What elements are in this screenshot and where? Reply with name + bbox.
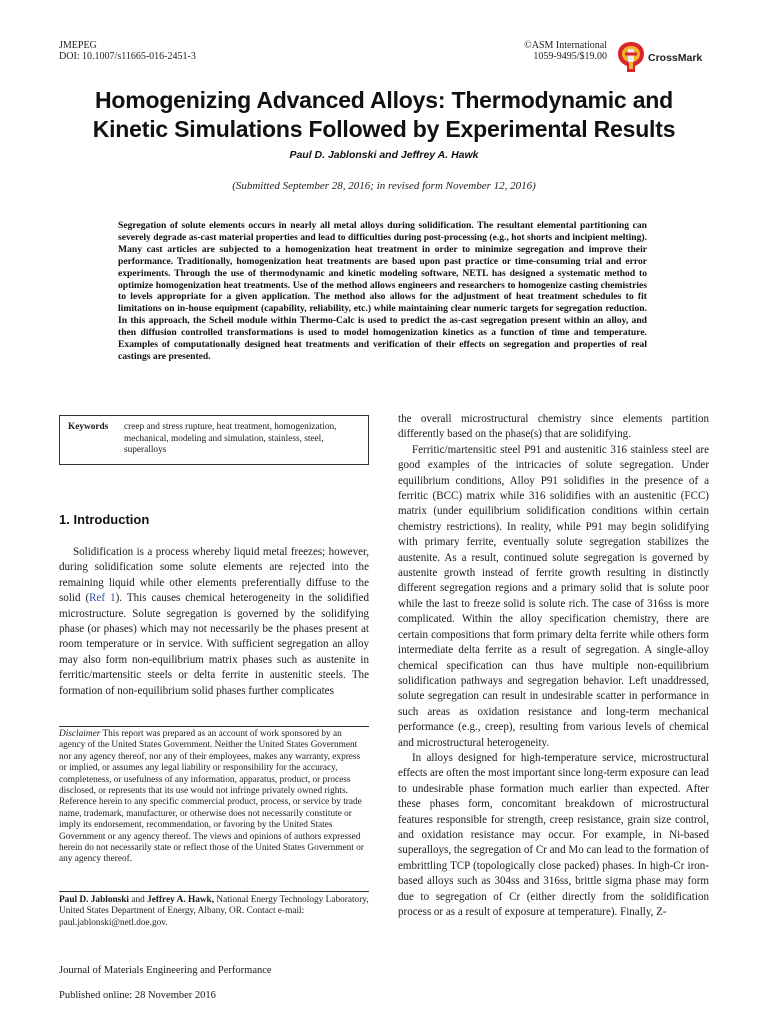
conjunction: and xyxy=(129,895,148,905)
paragraph xyxy=(59,545,369,699)
paragraph: the overall microstructural chemistry since elements partition differently based on the phase(s) that are solidifying. xyxy=(398,413,709,441)
affiliation-divider xyxy=(59,891,369,892)
section-heading-introduction: 1. Introduction xyxy=(59,512,150,527)
citation-link[interactable]: Ref 1 xyxy=(89,592,116,605)
paragraph: In alloys designed for high-temperature service, microstructural effects are often the most important since long-term exposure can lead to undesirable phase formation much earlier than expected. After these phases form, concomitant breakdown of microstructural features responsible for strength, creep resistance, grain size control, and oxidation resistance may occur. For example, in Ni-based superalloys, the segregation of Cr and Mo can lead to the formation of embrittling TCP (topologically close packed) phases. In high-Cr iron-based alloys such as 304ss and 316ss, brittle sigma phase may form due to segregation of Cr (either directly from the solidification process or as a result of exposure at temperature). Finally, Z- xyxy=(398,751,709,918)
journal-code: JMEPEG xyxy=(59,40,97,51)
footer-journal: Journal of Materials Engineering and Performance xyxy=(59,965,272,976)
disclaimer-label: Disclaimer xyxy=(59,729,101,739)
right-column-text xyxy=(398,412,709,920)
authors: Paul D. Jablonski and Jeffrey A. Hawk xyxy=(289,149,479,161)
copyright: ©ASM International xyxy=(524,40,607,51)
affiliation xyxy=(59,895,369,929)
paragraph-text: ). This causes chemical heterogeneity in the solidified microstructure. Solute segregation is governed by the solidifying phase (or phases) which may not necessarily be the phases present at room temperature or in service. With sufficient segregation an alloy may also form non-equilibrium matrix phases such as austenite in ferritic/martensitic steels or delta ferrite in austenitic steels. The formation of non-equilibrium solid phases further complicates xyxy=(59,592,369,697)
footnote-divider xyxy=(59,726,369,727)
submission-dates: (Submitted September 28, 2016; in revised form November 12, 2016) xyxy=(232,180,536,192)
paragraph: Ferritic/martensitic steel P91 and austenitic 316 stainless steel are good examples of the intricacies of solute segregation. Under equilibrium conditions, Alloy P91 solidifies in the presence of a ferritic (BCC) matrix while 316 solidifies with an austenitic (FCC) matrix (under equilibrium solidification conditions within certain chemistry restrictions). In reality, while P91 may begin solidifying with primary ferrite, eventually solute segregation stabilizes the austenite. As a result, continued solute segregation is governed by austenite growth instead of ferrite growth resulting in distinctly different segregation regions and a primary solid that is solute poor while the last to freeze solid is solute rich. The case of 316ss is more complicated. Within the alloy specification chemistry, there are certain compositions that form primary delta ferrite while others form intermediate delta ferrite as a result of segregation. A single-alloy chemical specification can thus have multiple non-equilibrium solidification pathways and segregation behavior. Left unaddressed, solute segregation can result in undesirable scatter in performance in such areas as oxidation resistance and long-term mechanical performance (e.g., creep), resulting from various levels of chemical and microstructural heterogeneity. xyxy=(398,443,709,749)
author-2-name: Jeffrey A. Hawk, xyxy=(147,895,215,905)
title-line-1: Homogenizing Advanced Alloys: Thermodynamic and xyxy=(94,87,674,113)
abstract: Segregation of solute elements occurs in nearly all metal alloys during solidification. The resultant elemental partitioning can severely degrade as-cast material properties and lead to difficulties during post-processing (e.g., hot shorts and incipient melting). Many cast articles are subjected to a homogenization heat treatment in order to minimize segregation and improve their performance. Traditionally, homogenization heat treatments are based upon past practice or time-consuming trial and error experiments. Through the use of thermodynamic and kinetic modeling software, NETL has designed a systematic method to optimize homogenization heat treatments. Use of the method allows engineers and researchers to homogenize casting chemistries to levels appropriate for a given application. The method also allows for the adjustment of heat treatment schedules to fit limitations on in-house equipment (capability, reliability, etc.) while maintaining clear numeric targets for segregation reduction. In this approach, the Scheil module within Thermo-Calc is used to predict the as-cast segregation present within an alloy, and then diffusion controlled transformations is used to model homogenization kinetics as a function of time and temperature. Examples of computationally designed heat treatments and verification of their effects on segregation and properties of real castings are presented. xyxy=(118,220,647,362)
left-column-text xyxy=(59,545,369,699)
article-title xyxy=(30,86,738,144)
affiliation-text: National Energy Technology Laboratory, United States Department of Energy, Albany, OR. Contact e-mail: paul.jablonski@netl.doe.gov. xyxy=(59,895,369,928)
crossmark-icon xyxy=(616,40,646,74)
paragraph-text: Solidification is a process whereby liquid metal freezes; however, during solidification some solute elements are rejected into the remaining liquid while other elements preferentially diffuse to the solid ( xyxy=(59,546,369,605)
disclaimer xyxy=(59,729,369,866)
doi[interactable]: DOI: 10.1007/s11665-016-2451-3 xyxy=(59,51,196,62)
keywords-box xyxy=(59,415,369,465)
crossmark-label: CrossMark xyxy=(648,52,703,64)
title-line-2: Kinetic Simulations Followed by Experimental Results xyxy=(92,116,676,142)
disclaimer-text: This report was prepared as an account of work sponsored by an agency of the United States Government. Neither the United States Government nor any agency thereof, nor any of their employees, makes any warranty, express or implied, or assumes any legal liability or responsibility for the accuracy, completeness, or usefulness of any information, apparatus, product, or process disclosed, or represents that its use would not infringe privately owned rights. Reference herein to any specific commercial product, process, or service by trade name, trademark, manufacturer, or otherwise does not necessarily constitute or imply its endorsement, recommendation, or favoring by the United States Government or any agency thereof. The views and opinions of authors expressed herein do not necessarily state or reflect those of the United States Government or any agency thereof. xyxy=(59,729,364,865)
price-code: 1059-9495/$19.00 xyxy=(533,51,607,62)
keywords-text: creep and stress rupture, heat treatment, homogenization, mechanical, modeling and simulation, stainless, steel, superalloys xyxy=(124,422,337,455)
keywords-label: Keywords xyxy=(68,422,109,432)
crossmark-logo[interactable] xyxy=(616,40,716,74)
author-1-name: Paul D. Jablonski xyxy=(59,895,130,905)
footer-published: Published online: 28 November 2016 xyxy=(59,990,216,1001)
